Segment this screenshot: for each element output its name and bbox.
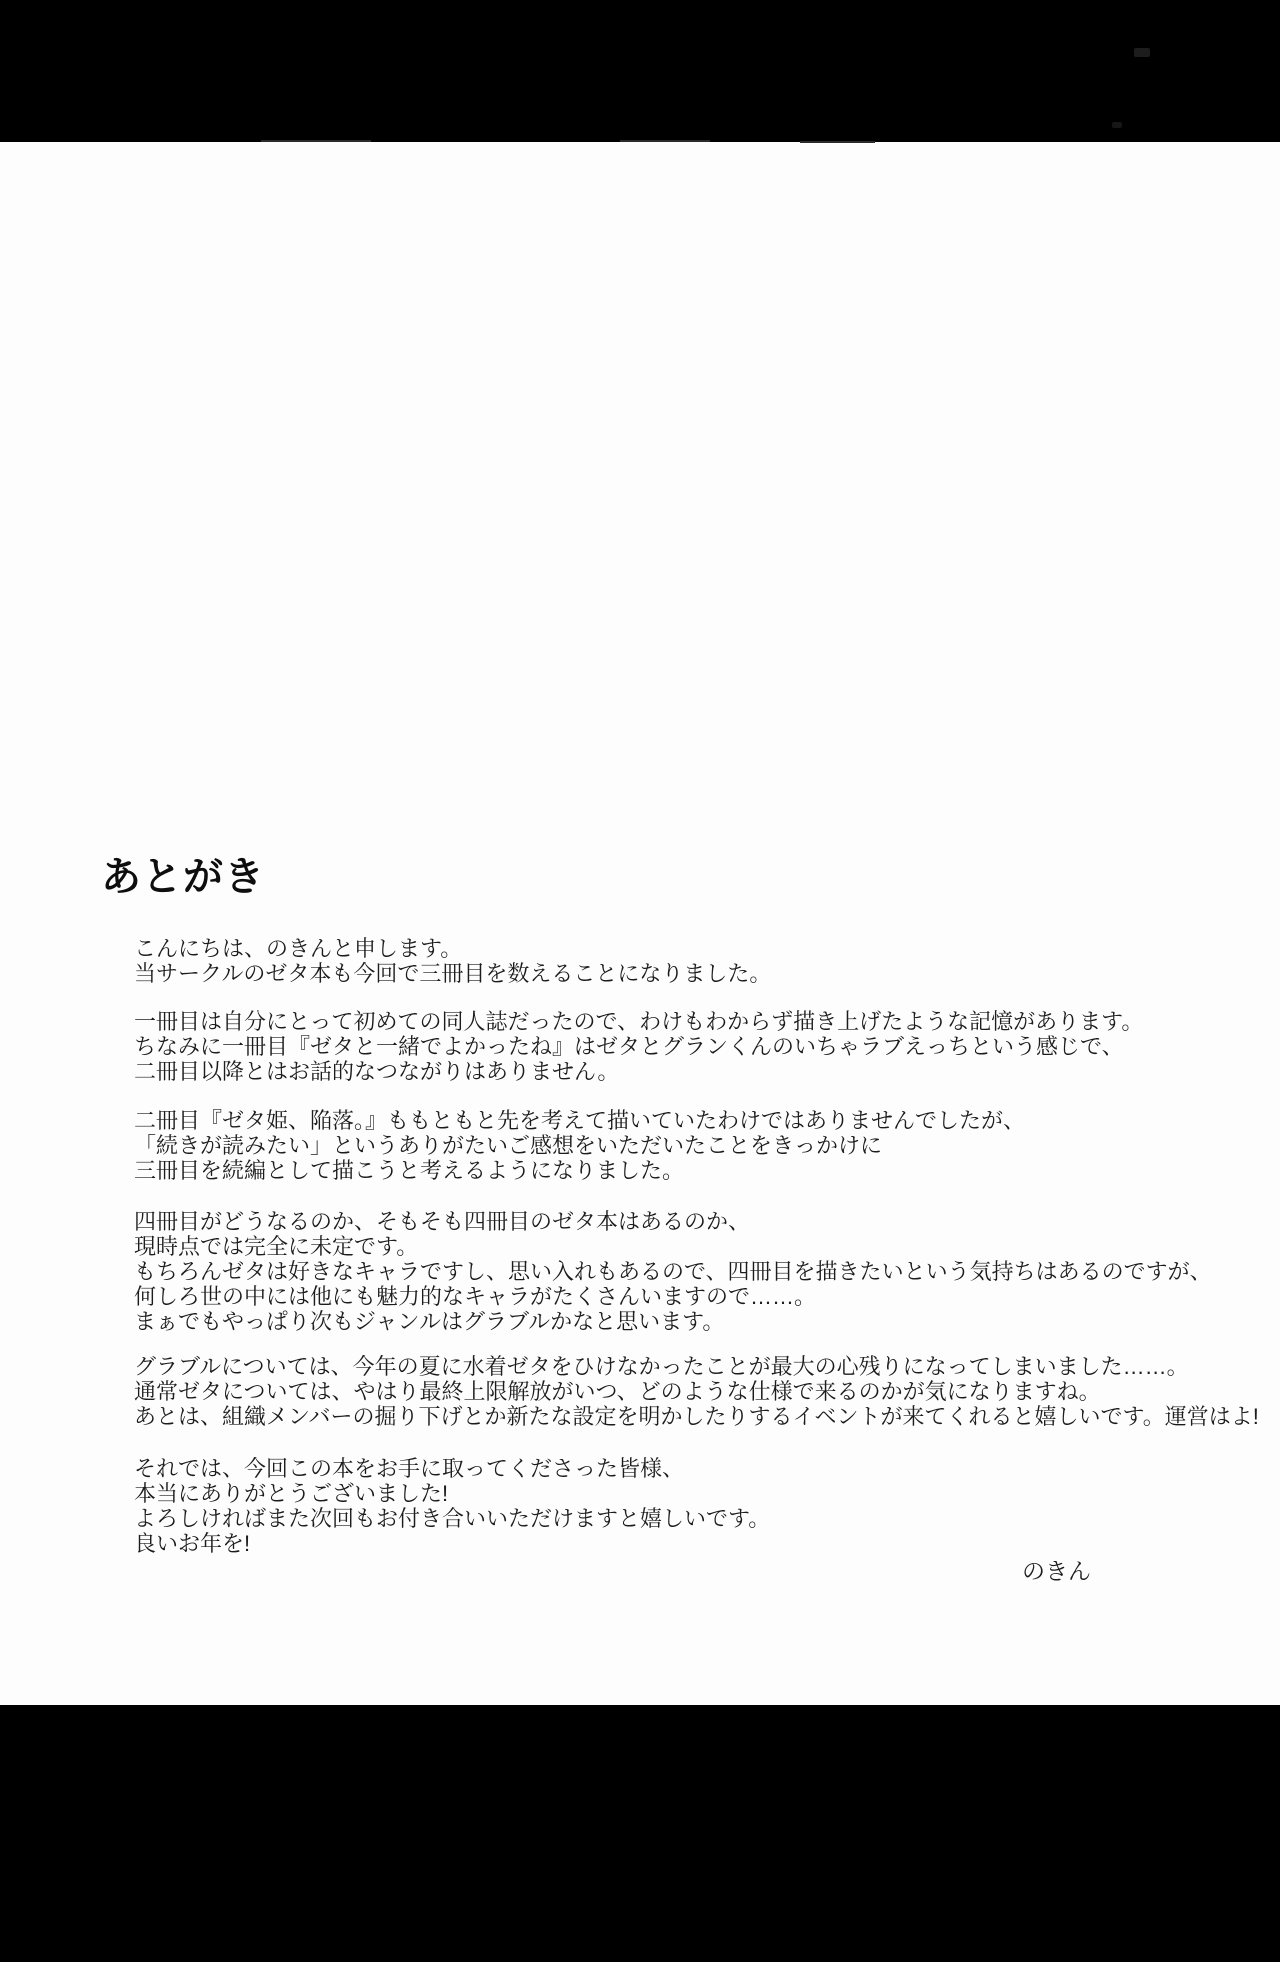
text-line: あとは、組織メンバーの掘り下げとか新たな設定を明かしたりするイベントが来てくれると嬉しいです。運営はよ!: [134, 1404, 1259, 1429]
paragraph-first-book: [134, 1009, 1143, 1084]
text-line: 良いお年を!: [134, 1531, 251, 1556]
scan-artifact: [261, 140, 371, 142]
text-line: 一冊目は自分にとって初めての同人誌だったので、わけもわからず描き上げたような記憶があります。: [134, 1009, 1144, 1034]
paragraph-thanks: [134, 1456, 770, 1556]
text-line: ちなみに一冊目『ゼタと一緒でよかったね』はゼタとグランくんのいちゃラブえっちという感じで、: [134, 1034, 1124, 1059]
text-line: まぁでもやっぱり次もジャンルはグラブルかなと思います。: [134, 1309, 725, 1334]
paragraph-fourth-book: [134, 1209, 1212, 1334]
scan-artifact: [620, 140, 710, 142]
text-line: 現時点では完全に未定です。: [134, 1234, 419, 1259]
text-line: 本当にありがとうございました!: [134, 1481, 449, 1506]
paragraph-second-book: [134, 1108, 1025, 1183]
text-line: 通常ゼタについては、やはり最終上限解放がいつ、どのような仕様で来るのかが気になりますね。: [134, 1379, 1101, 1404]
scan-border-top: [0, 0, 1280, 142]
paragraph-granblue: [134, 1354, 1259, 1429]
text-line: 何しろ世の中には他にも魅力的なキャラがたくさんいますので……。: [134, 1284, 817, 1309]
scan-artifact: [1112, 122, 1122, 128]
text-line: 当サークルのゼタ本も今回で三冊目を数えることになりました。: [134, 961, 772, 986]
page-title: あとがき: [101, 854, 265, 899]
text-line: それでは、今回この本をお手に取ってくださった皆様、: [134, 1456, 685, 1481]
scan-artifact: [800, 141, 875, 143]
text-line: グラブルについては、今年の夏に水着ゼタをひけなかったことが最大の心残りになってしまいました……。: [134, 1354, 1189, 1379]
text-line: 四冊目がどうなるのか、そもそも四冊目のゼタ本はあるのか、: [134, 1209, 751, 1234]
text-line: 「続きが読みたい」というありがたいご感想をいただいたことをきっかけに: [134, 1133, 883, 1158]
author-signature: のきん: [1022, 1558, 1091, 1584]
text-line: 二冊目以降とはお話的なつながりはありません。: [134, 1059, 620, 1084]
text-line: もちろんゼタは好きなキャラですし、思い入れもあるので、四冊目を描きたいという気持ちはあるのですが、: [134, 1259, 1212, 1284]
text-line: 二冊目『ゼタ姫、陥落。』ももともと先を考えて描いていたわけではありませんでしたが、: [134, 1108, 1026, 1133]
text-line: こんにちは、のきんと申します。: [134, 936, 463, 961]
text-line: 三冊目を続編として描こうと考えるようになりました。: [134, 1158, 685, 1183]
scan-border-bottom: [0, 1705, 1280, 1962]
paragraph-greeting: [134, 936, 771, 986]
text-line: よろしければまた次回もお付き合いいただけますと嬉しいです。: [134, 1506, 771, 1531]
scan-artifact: [1134, 48, 1150, 57]
